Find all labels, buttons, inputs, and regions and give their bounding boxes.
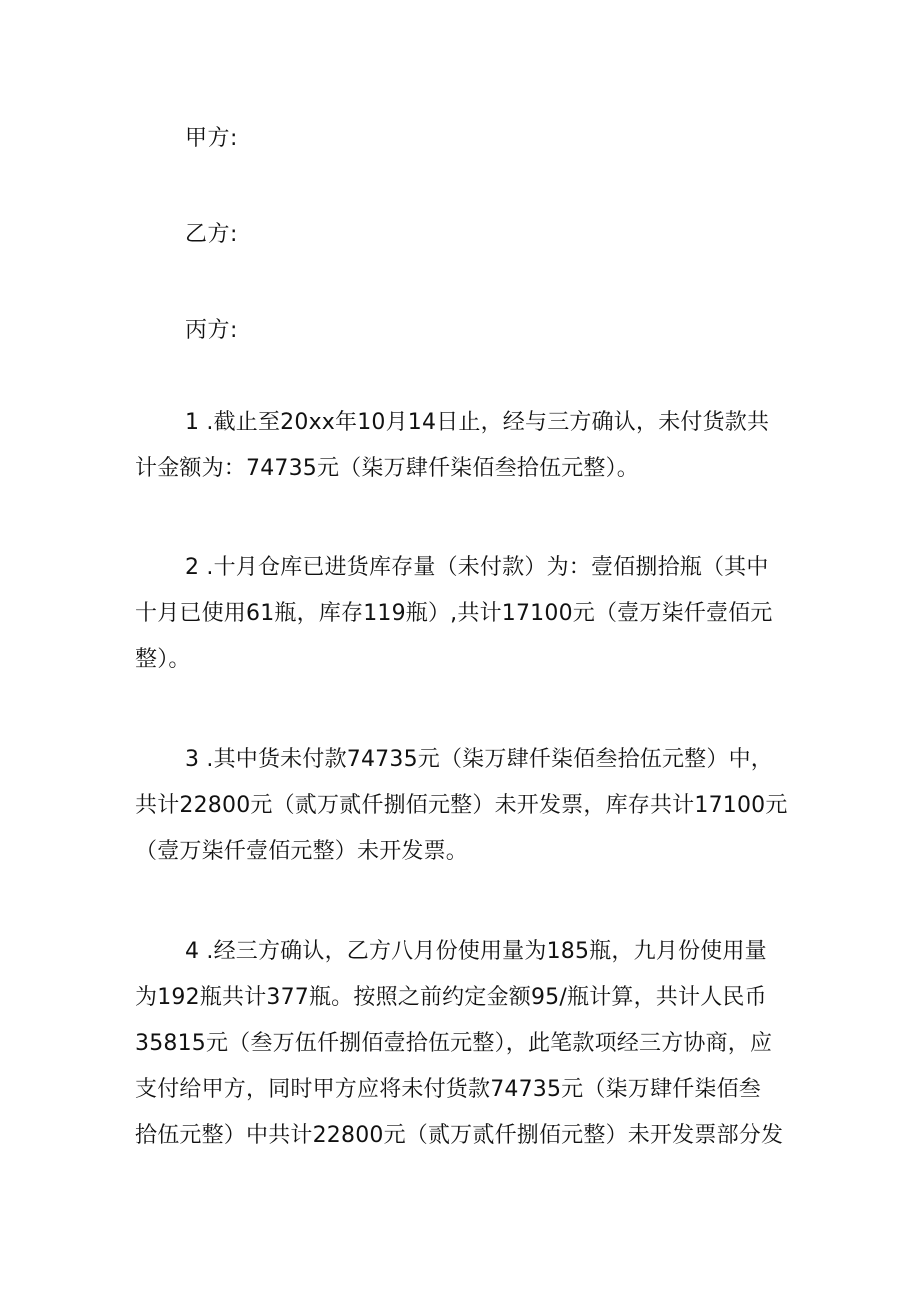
clause-4-line-3: 35815元（叁万伍仟捌佰壹拾伍元整），此笔款项经三方协商，应 <box>135 1031 773 1056</box>
party-c-label: 丙方: <box>185 318 238 343</box>
party-a-label: 甲方: <box>185 126 238 151</box>
clause-3 <box>135 737 800 875</box>
clause-3-line-3: （壹万柒仟壹佰元整）未开发票。 <box>135 839 469 864</box>
clause-2-line-1: 2 .十月仓库已进货库存量（未付款）为：壹佰捌拾瓶（其中 <box>185 555 769 580</box>
clause-3-line-1: 3 .其中货未付款74735元（柒万肆仟柒佰叁拾伍元整）中， <box>185 747 773 772</box>
party-b-label: 乙方: <box>185 222 238 247</box>
clause-1 <box>135 400 800 492</box>
clause-1-line-2: 计金额为：74735元（柒万肆仟柒佰叁拾伍元整）。 <box>135 456 639 481</box>
clause-2-line-3: 整）。 <box>135 647 191 672</box>
clause-4-line-1: 4 .经三方确认，乙方八月份使用量为185瓶，九月份使用量 <box>185 939 767 964</box>
clause-4 <box>135 929 800 1159</box>
clause-4-line-4: 支付给甲方，同时甲方应将未付货款74735元（柒万肆仟柒佰叁 <box>135 1077 761 1102</box>
clause-4-line-2: 为192瓶共计377瓶。按照之前约定金额95/瓶计算，共计人民币 <box>135 985 767 1010</box>
clause-2-line-2: 十月已使用61瓶，库存119瓶）,共计17100元（壹万柒仟壹佰元 <box>135 601 773 626</box>
clause-3-line-2: 共计22800元（贰万贰仟捌佰元整）未开发票，库存共计17100元 <box>135 793 788 818</box>
clause-4-line-5: 拾伍元整）中共计22800元（贰万贰仟捌佰元整）未开发票部分发 <box>135 1123 784 1148</box>
clause-2 <box>135 545 800 683</box>
clause-1-line-1: 1 .截止至20xx年10月14日止，经与三方确认，未付货款共 <box>185 410 770 435</box>
